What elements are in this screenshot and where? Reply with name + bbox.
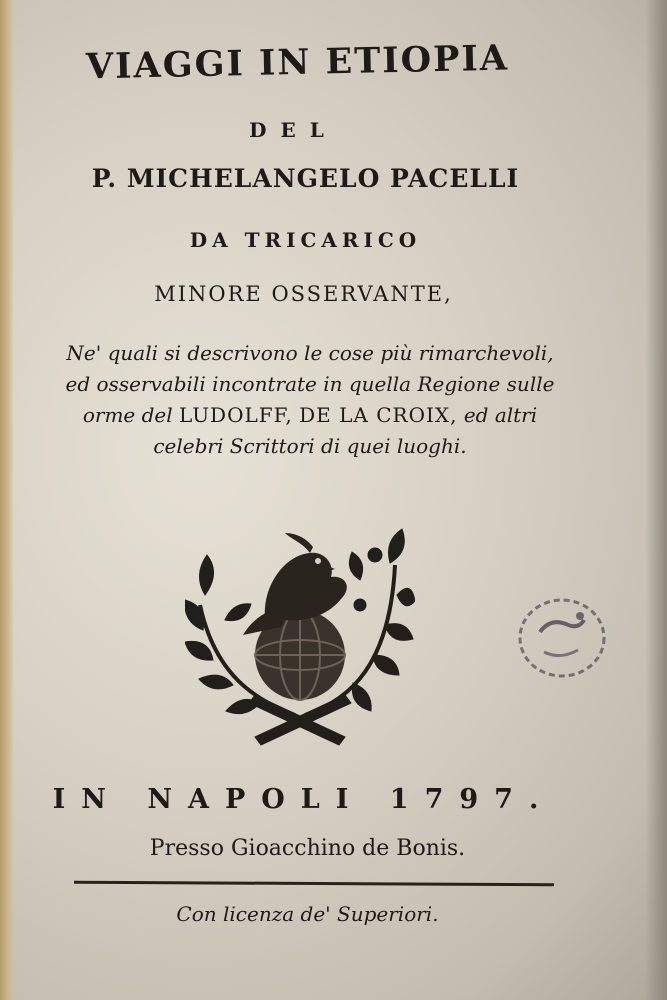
license-note: Con licenza de' Superiori. (176, 902, 439, 926)
author-origin: DA TRICARICO (189, 228, 422, 252)
eagle-on-globe-icon (185, 525, 415, 750)
author-order: MINORE OSSERVANTE, (154, 282, 453, 306)
description (60, 338, 560, 462)
author-name: P. MICHELANGELO PACELLI (91, 164, 520, 193)
description-name-delacroix: DE LA CROIX, (299, 403, 458, 427)
divider-rule (74, 881, 554, 887)
description-part-2: ed altri celebri Scrittori di quei luoghi. (153, 403, 538, 458)
book-title: VIAGGI IN ETIOPIA (85, 37, 510, 88)
page-edge-right (645, 0, 667, 1000)
imprint-place-date: IN NAPOLI 1797. (52, 784, 555, 815)
library-stamp-icon (510, 592, 610, 684)
preposition-del: DEL (249, 118, 338, 142)
publisher: Presso Gioacchino de Bonis. (149, 836, 466, 861)
description-part-1: Ne' quali si descrivono le cose più rimarchevoli, ed osservabili incontrate in quella Regione sulle orme del (65, 341, 555, 427)
description-name-ludolff: LUDOLFF, (179, 403, 293, 427)
